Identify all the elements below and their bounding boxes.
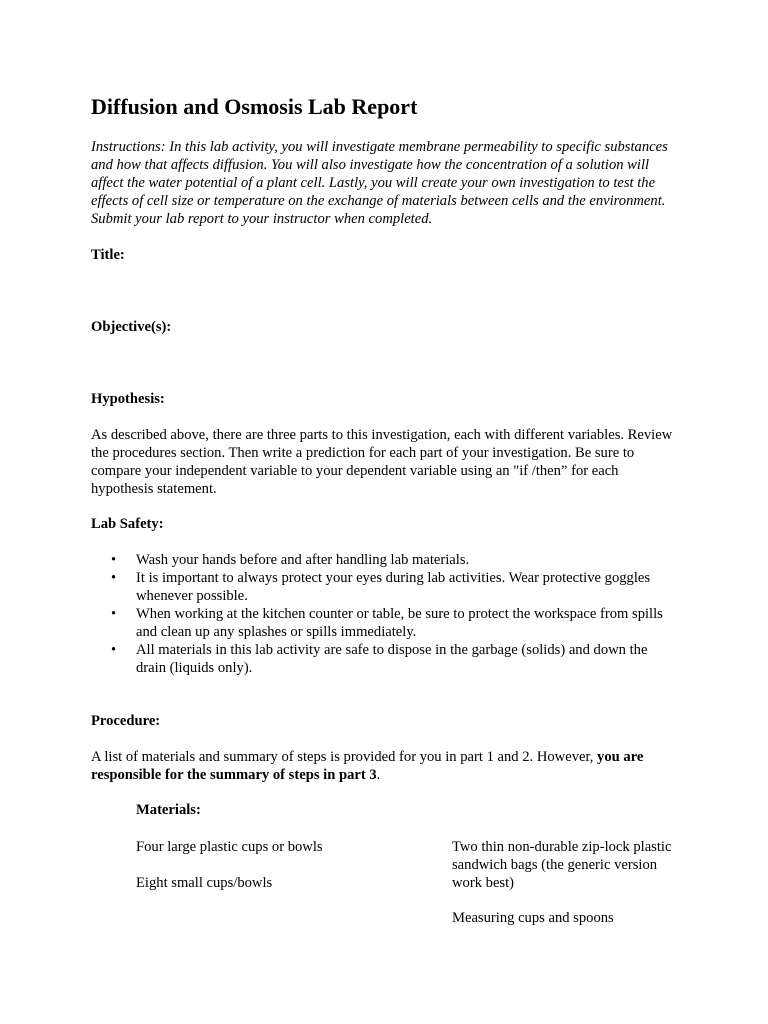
safety-item-text: It is important to always protect your eyes during lab activities. Wear protective goggles whenever possible. [136, 570, 651, 604]
material-item: Two thin non-durable zip-lock plastic sandwich bags (the generic version work best) [452, 839, 672, 891]
document-title: Diffusion and Osmosis Lab Report [91, 94, 418, 119]
procedure-text-end: . [376, 767, 381, 783]
material-item: Eight small cups/bowls [136, 875, 273, 891]
hypothesis-paragraph: As described above, there are three parts to this investigation, each with different variables. Review the procedures section. Then write a prediction for each part of your investigation. Be sure to compare your independent variable to your dependent variable using an "if /then” for each hypothesis statement. [91, 427, 673, 497]
safety-item-text: When working at the kitchen counter or table, be sure to protect the workspace from spills and clean up any splashes or spills immediately. [136, 606, 663, 640]
list-item [91, 569, 681, 605]
objective-label: Objective(s): [91, 319, 172, 335]
materials-label: Materials: [136, 802, 201, 818]
procedure-text: A list of materials and summary of steps is provided for you in part 1 and 2. However, [91, 749, 598, 765]
list-item [91, 641, 681, 677]
bullet-icon: • [111, 552, 117, 568]
bullet-icon: • [111, 570, 117, 586]
procedure-emphasis: you are responsible for the summary of steps in part 3 [91, 749, 644, 783]
instructions-paragraph: Instructions: In this lab activity, you will investigate membrane permeability to specific substances and how that affects diffusion. You will also investigate how the concentration of a solution will affect the water potential of a plant cell. Lastly, you will create your own investigation to test the effects of cell size or temperature on the exchange of materials between cells and the environment. Submit your lab report to your instructor when completed. [91, 139, 668, 227]
hypothesis-label: Hypothesis: [91, 391, 165, 407]
lab-safety-label: Lab Safety: [91, 516, 164, 532]
safety-item-text: All materials in this lab activity are safe to dispose in the garbage (solids) and down the drain (liquids only). [136, 642, 648, 676]
procedure-paragraph [91, 748, 676, 784]
list-item [91, 605, 681, 641]
material-item: Measuring cups and spoons [452, 910, 614, 926]
lab-safety-list [91, 551, 681, 677]
bullet-icon: • [111, 642, 117, 658]
title-label: Title: [91, 247, 125, 263]
material-item: Four large plastic cups or bowls [136, 839, 323, 855]
list-item [91, 551, 681, 569]
safety-item-text: Wash your hands before and after handling lab materials. [136, 552, 470, 568]
procedure-label: Procedure: [91, 713, 161, 729]
bullet-icon: • [111, 606, 117, 622]
